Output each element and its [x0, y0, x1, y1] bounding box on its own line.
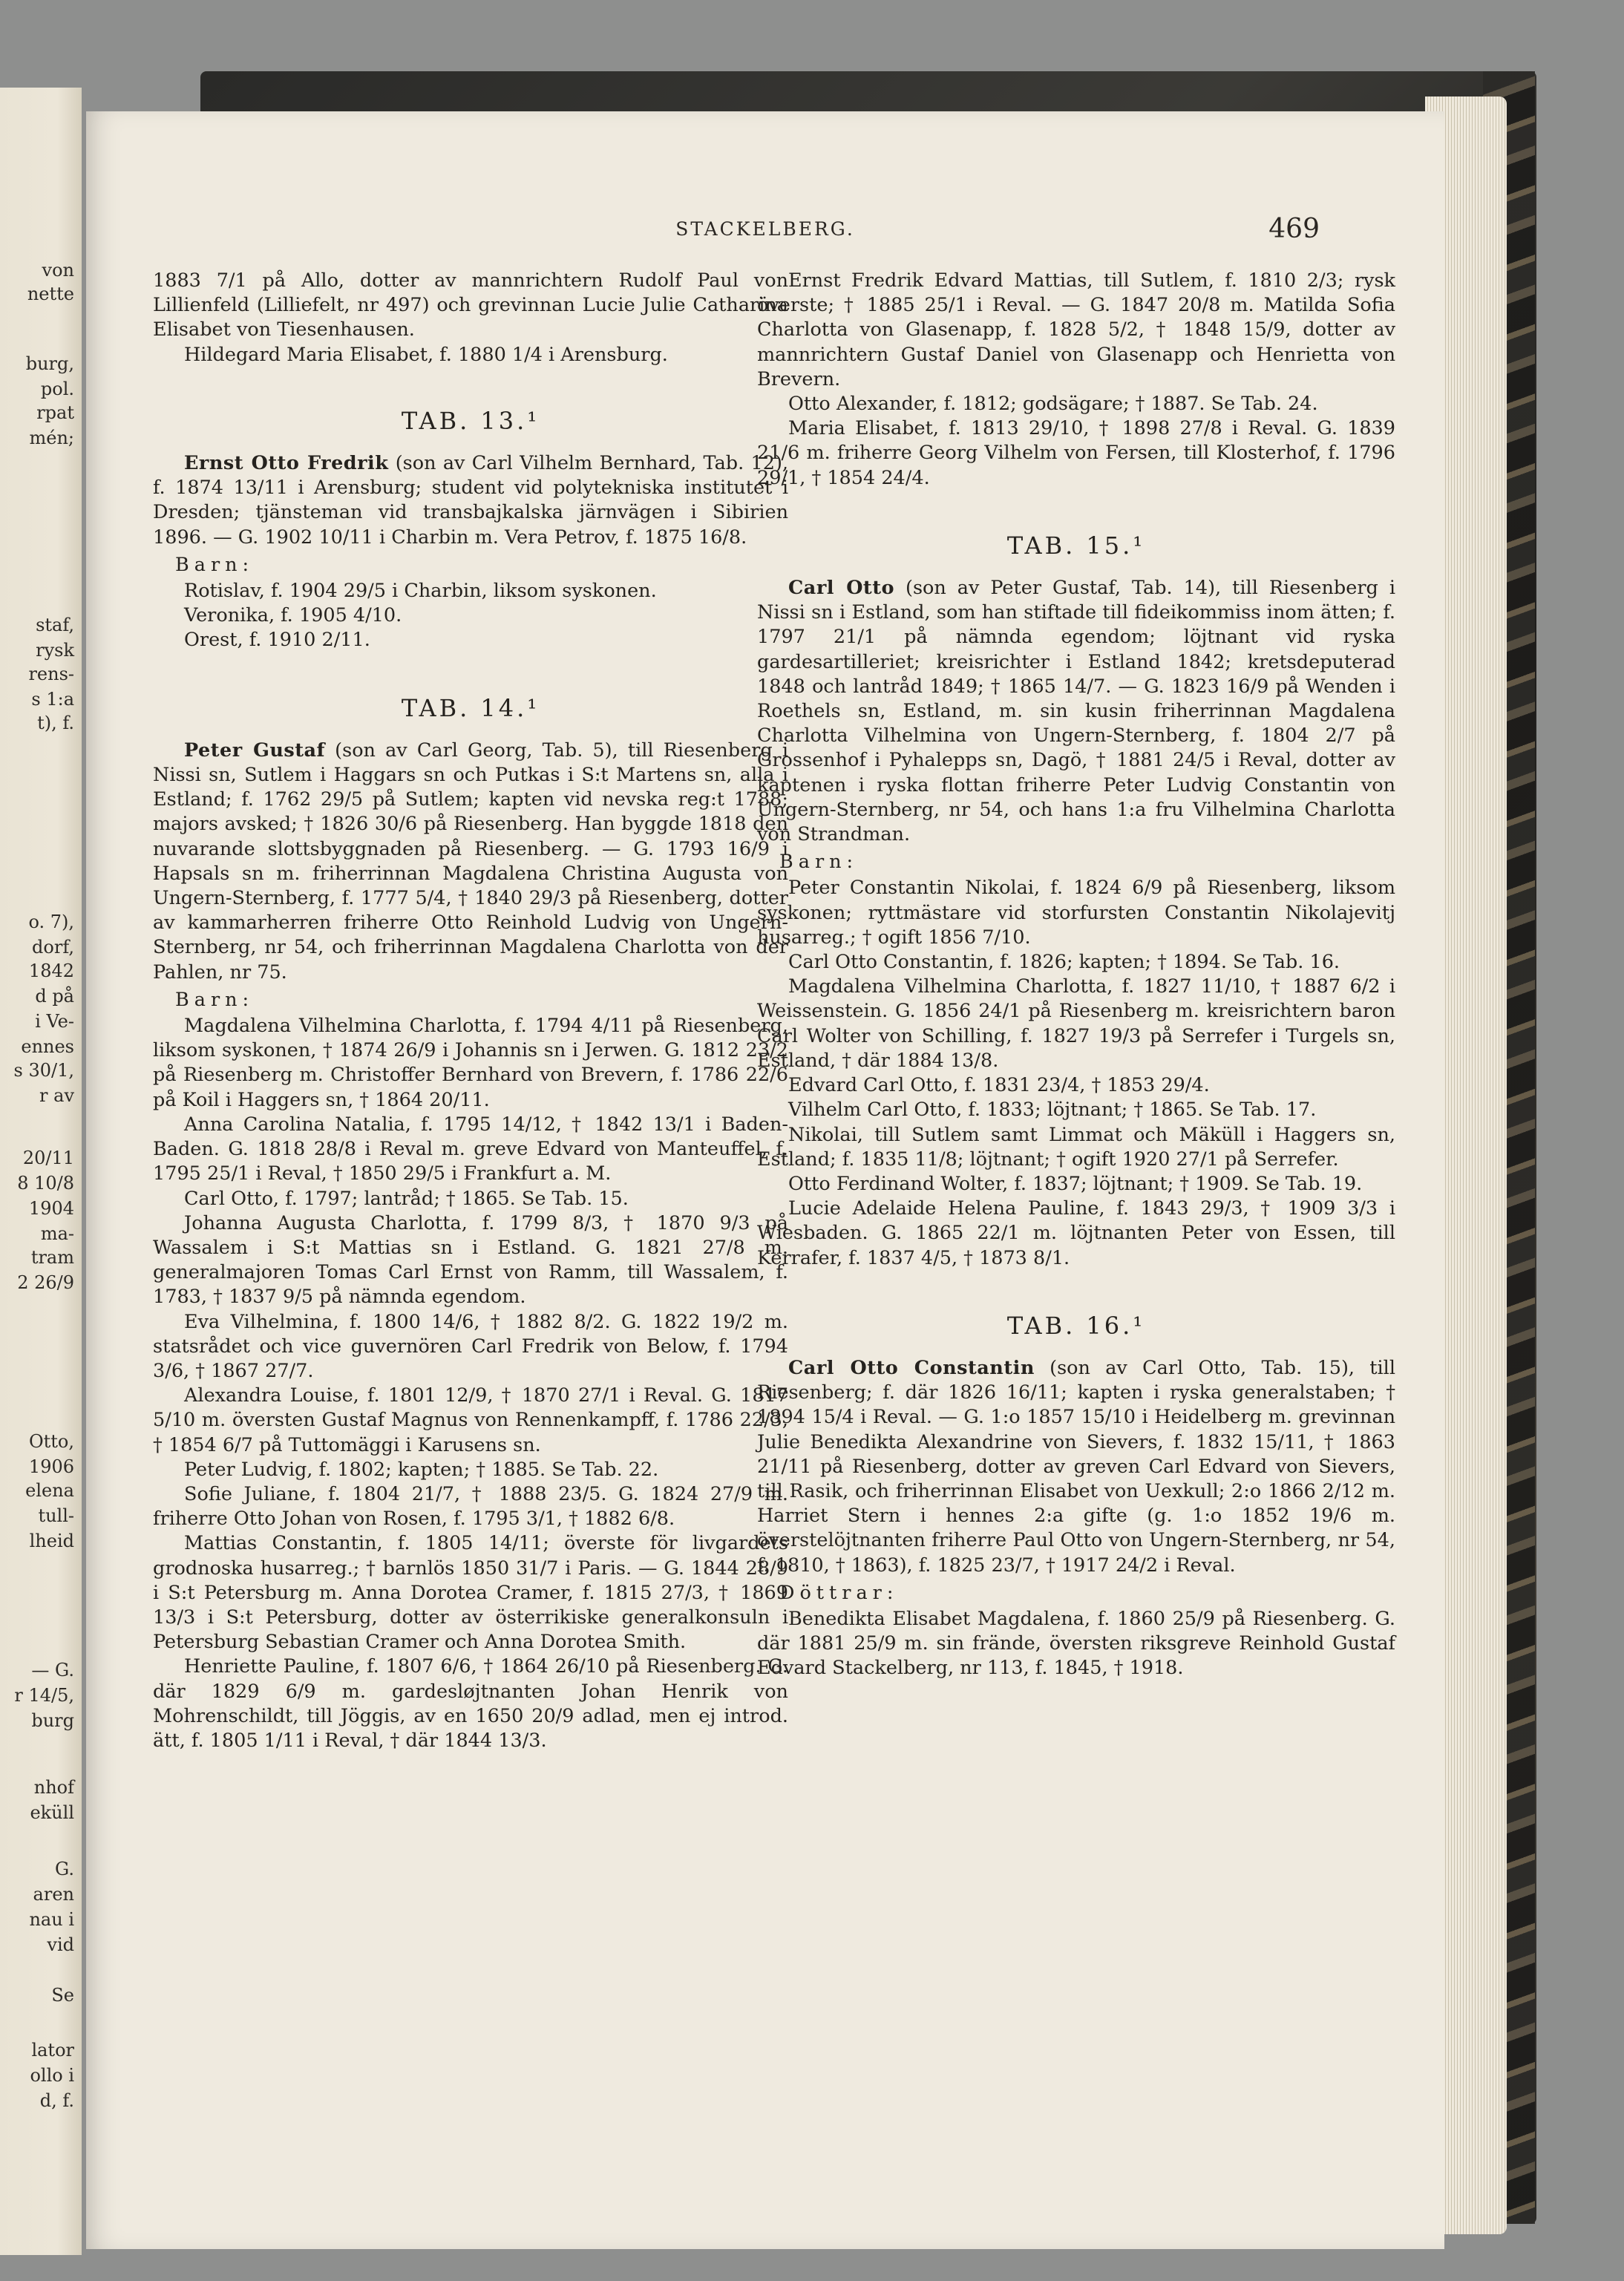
book-page — [86, 111, 1444, 2249]
prev-page-text: lheid — [29, 1531, 74, 1551]
children-label: Barn: — [175, 553, 255, 576]
prev-page-text: r av — [39, 1085, 74, 1106]
child-entry: Eva Vilhelmina, f. 1800 14/6, † 1882 8/2. G. 1822 19/2 m. statsrådet och vice guvernören Carl Fredrik von Below, f. 1794 3/6, † 1867 27/7. — [153, 1310, 788, 1382]
child-entry: Peter Constantin Nikolai, f. 1824 6/9 på Riesenberg, liksom syskonen; ryttmästare vid storfursten Constantin Nikolajevitj husarreg.; † ogift 1856 7/10. — [757, 877, 1395, 949]
child-entry: Orest, f. 1910 2/11. — [184, 629, 370, 652]
lead-name: Carl Otto Constantin — [788, 1356, 1035, 1379]
prev-page-text: lator — [31, 2040, 74, 2061]
prev-page-text: rysk — [36, 640, 74, 661]
prev-page-text: elena — [25, 1480, 74, 1501]
prev-page-text: Se — [51, 1985, 74, 2006]
prev-page-text: 1906 — [28, 1456, 74, 1477]
entry-text: Maria Elisabet, f. 1813 29/10, † 1898 27/8 i Reval. G. 1839 21/6 m. friherre Georg Vilhelm von Fersen, till Klosterhof, f. 1796 29/1, † 1854 24/4. — [757, 417, 1395, 489]
lead-text: (son av Carl Vilhelm Bernhard, Tab. 12), f. 1874 13/11 i Arensburg; student vid polytekniska institutet i Dresden; tjänsteman vid transbajkalska järnvägen i Sibirien 1896. — G. 1902 10/11 i Charbin m. Vera Petrov, f. 1875 16/8. — [153, 452, 789, 549]
lead-name: Carl Otto — [788, 577, 894, 600]
prev-page-text: nhof — [33, 1777, 74, 1798]
lead-text: (son av Carl Georg, Tab. 5), till Riesenberg i Nissi sn, Sutlem i Haggars sn och Putkas i S:t Martens sn, alla i Estland; f. 1762 29/5 på Sutlem; kapten vid nevska reg:t 1788; majors avsked; † 1826 30/6 på Riesenberg. Han byggde 1818 den nuvarande slottsbyggnaden på Riesenberg. — G. 1793 16/9 i Hapsals sn m. friherrinnan Magdalena Christina Augusta von Ungern-Sternberg, f. 1777 5/4, † 1840 29/3 på Riesenberg, dotter av kammarherren friherre Otto Reinhold Ludvig von Ungern-Sternberg, nr 54, och friherrinnan Magdalena Charlotta von der Pahlen, nr 75. — [153, 739, 788, 984]
prev-page-text: s 1:a — [31, 689, 74, 710]
prev-page-text: tram — [30, 1247, 74, 1268]
prev-page-text: tull- — [38, 1505, 74, 1526]
child-entry: Rotislav, f. 1904 29/5 i Charbin, liksom syskonen. — [184, 580, 657, 603]
lead-entry — [153, 739, 788, 985]
child-entry: Magdalena Vilhelmina Charlotta, f. 1827 11/10, † 1887 6/2 i Weissenstein. G. 1856 24/1 på Riesenberg m. kreisrichtern baron Carl Wolter von Schilling, f. 1827 19/3 på Serrefer i Turgels sn, Estland, † där 1884 13/8. — [757, 975, 1395, 1072]
prev-page-text: ma- — [40, 1223, 74, 1244]
previous-page-fragment — [0, 88, 82, 2255]
left-column — [153, 269, 788, 1753]
prev-page-text: o. 7), — [28, 912, 74, 932]
prev-page-text: G. — [55, 1859, 74, 1879]
child-entry: Carl Otto Constantin, f. 1826; kapten; † 1894. Se Tab. 16. — [788, 951, 1340, 974]
prev-page-text: aren — [33, 1884, 74, 1905]
prev-page-text: d, f. — [39, 2090, 74, 2111]
lead-name: Ernst Otto Fredrik — [184, 452, 389, 475]
prev-page-text: staf, — [36, 615, 74, 635]
child-entry: Benedikta Elisabet Magdalena, f. 1860 25/9 på Riesenberg. G. där 1881 25/9 m. sin frände, översten riksgreve Reinhold Gustaf Edvard Stackelberg, nr 113, f. 1845, † 1918. — [757, 1607, 1395, 1680]
prev-page-text: — G. — [31, 1660, 74, 1681]
lead-entry — [757, 1356, 1395, 1578]
table-heading: TAB. 13.¹ — [401, 406, 540, 435]
prev-page-text: Otto, — [28, 1431, 74, 1452]
child-entry: Vilhelm Carl Otto, f. 1833; löjtnant; † 1865. Se Tab. 17. — [788, 1099, 1317, 1122]
prev-page-text: 1904 — [28, 1198, 74, 1219]
child-entry: Lucie Adelaide Helena Pauline, f. 1843 29/3, † 1909 3/3 i Wiesbaden. G. 1865 22/1 m. löjtnanten Peter von Essen, till Kerrafer, f. 1837 4/5, † 1873 8/1. — [757, 1197, 1395, 1269]
prev-page-text: 1842 — [28, 960, 74, 981]
prev-page-text: 8 10/8 — [17, 1173, 74, 1194]
entry-text: Ernst Fredrik Edvard Mattias, till Sutlem, f. 1810 2/3; rysk överste; † 1885 25/1 i Reval. — G. 1847 20/8 m. Matilda Sofia Charlotta von Glasenapp, f. 1828 5/2, † 1848 15/9, dotter av mannrichtern Gustaf Daniel von Glasenapp och Henrietta von Brevern. — [757, 269, 1395, 390]
prev-page-text: t), f. — [37, 713, 74, 733]
entry-text: Hildegard Maria Elisabet, f. 1880 1/4 i Arensburg. — [184, 343, 668, 366]
prev-page-text: mén; — [29, 428, 74, 448]
entry-text: 1883 7/1 på Allo, dotter av mannrichtern Rudolf Paul von Lillienfeld (Lilliefelt, nr 497) och grevinnan Lucie Julie Catharina Elisabet von Tiesenhausen. — [153, 269, 788, 341]
prev-page-text: burg — [31, 1710, 74, 1731]
prev-page-text: ennes — [21, 1036, 74, 1057]
prev-page-text: eküll — [30, 1802, 74, 1823]
page-number: 469 — [1268, 214, 1320, 244]
table-heading: TAB. 16.¹ — [1006, 1311, 1146, 1340]
lead-text: (son av Carl Otto, Tab. 15), till Riesenberg; f. där 1826 16/11; kapten i ryska generalstaben; † 1894 15/4 i Reval. — G. 1:o 1857 15/10 i Heidelberg m. grevinnan Julie Benedikta Alexandrine von Sievers, f. 1832 15/11, † 1863 21/11 på Riesenberg, dotter av greven Carl Edvard von Sievers, till Rasik, och friherrinnan Elisabet von Uexkull; 2:o 1866 2/12 m. Harriet Stern i hennes 2:a gifte (g. 1:o 1852 19/6 m. överstelöjtnanten friherre Paul Otto von Ungern-Sternberg, nr 54, f. 1810, † 1863), f. 1825 23/7, † 1917 24/2 i Reval. — [757, 1356, 1395, 1577]
lead-name: Peter Gustaf — [184, 739, 326, 762]
prev-page-text: ollo i — [30, 2065, 74, 2086]
child-entry: Sofie Juliane, f. 1804 21/7, † 1888 23/5. G. 1824 27/9 m. friherre Otto Johan von Rosen, f. 1795 3/1, † 1882 6/8. — [153, 1482, 788, 1531]
prev-page-text: vid — [47, 1934, 74, 1955]
child-entry: Carl Otto, f. 1797; lantråd; † 1865. Se Tab. 15. — [184, 1187, 629, 1210]
prev-page-text: nau i — [29, 1909, 74, 1930]
prev-page-text: 2 26/9 — [17, 1272, 74, 1293]
lead-entry — [153, 451, 788, 550]
prev-page-text: burg, — [25, 353, 74, 374]
prev-page-text: nette — [27, 284, 74, 304]
prev-page-text: rens- — [28, 664, 74, 684]
prev-page-text: pol. — [40, 379, 74, 399]
table-heading: TAB. 15.¹ — [1006, 531, 1146, 560]
prev-page-text: i Ve- — [35, 1011, 74, 1032]
table-heading: TAB. 14.¹ — [401, 693, 540, 722]
prev-page-text: 20/11 — [22, 1148, 74, 1168]
child-entry: Peter Ludvig, f. 1802; kapten; † 1885. Se Tab. 22. — [184, 1458, 659, 1481]
prev-page-text: s 30/1, — [13, 1060, 74, 1081]
child-entry: Mattias Constantin, f. 1805 14/11; överste för livgardets grodnoska husarreg.; † barnlös 1850 31/7 i Paris. — G. 1844 28/9 i S:t Petersburg m. Anna Dorotea Cramer, f. 1815 27/3, † 1869 13/3 i S:t Petersburg, dotter av österrikiske generalkonsuln i Petersburg Sebastian Cramer och Anna Dorotea Smith. — [153, 1532, 788, 1654]
right-column — [757, 269, 1395, 1681]
child-entry: Nikolai, till Sutlem samt Limmat och Mäküll i Haggers sn, Estland; f. 1835 11/8; löjtnant; † ogift 1920 27/1 på Serrefer. — [757, 1123, 1395, 1171]
child-entry: Magdalena Vilhelmina Charlotta, f. 1794 4/11 på Riesenberg, liksom syskonen, † 1874 26/9 i Johannis sn i Jerwen. G. 1812 23/2 på Riesenberg m. Christoffer Bernhard von Brevern, f. 1786 22/6 på Koil i Haggers sn, † 1864 20/11. — [153, 1015, 788, 1111]
children-label: Barn: — [175, 988, 255, 1011]
child-entry: Veronika, f. 1905 4/10. — [184, 604, 402, 627]
child-entry: Henriette Pauline, f. 1807 6/6, † 1864 26/10 på Riesenberg. G. där 1829 6/9 m. gardesløjtnanten Johan Henrik von Mohrenschildt, till Jöggis, av en 1650 20/9 adlad, men ej introd. ätt, f. 1805 1/11 i Reval, † där 1844 13/3. — [153, 1655, 788, 1752]
children-label: Barn: — [779, 851, 859, 874]
children-label: Döttrar: — [779, 1581, 899, 1604]
lead-text: (son av Peter Gustaf, Tab. 14), till Riesenberg i Nissi sn i Estland, som han stiftade till fideikommiss inom ätten; f. 1797 21/1 på nämnda egendom; löjtnant vid ryska gardesartilleriet; kreisrichter i Estland 1842; kretsdeputerad 1848 och lantråd 1849; † 1865 14/7. — G. 1823 16/9 på Wenden i Roethels sn, Estland, m. sin kusin friherrinnan Magdalena Charlotta Vilhelmina von Ungern-Sternberg, f. 1804 2/7 på Grossenhof i Pyhalepps sn, Dagö, † 1881 24/5 i Reval, dotter av kaptenen i ryska flottan friherre Peter Ludvig Constantin von Ungern-Sternberg, nr 54, och hans 1:a fru Vilhelmina Charlotta von Strandman. — [757, 577, 1395, 846]
prev-page-text: von — [42, 260, 74, 281]
child-entry: Otto Ferdinand Wolter, f. 1837; löjtnant; † 1909. Se Tab. 19. — [788, 1172, 1363, 1195]
prev-page-text: rpat — [36, 402, 74, 423]
prev-page-text: dorf, — [32, 937, 74, 958]
entry-text: Otto Alexander, f. 1812; godsägare; † 1887. Se Tab. 24. — [788, 393, 1318, 416]
child-entry: Edvard Carl Otto, f. 1831 23/4, † 1853 29/4. — [788, 1074, 1210, 1097]
running-head: STACKELBERG. — [675, 218, 855, 240]
prev-page-text: r 14/5, — [14, 1685, 74, 1706]
child-entry: Johanna Augusta Charlotta, f. 1799 8/3, † 1870 9/3 på Wassalem i S:t Mattias sn i Estland. G. 1821 27/8 m. generalmajoren Tomas Carl Ernst von Ramm, till Wassalem, f. 1783, † 1837 9/5 på nämnda egendom. — [153, 1211, 788, 1309]
child-entry: Anna Carolina Natalia, f. 1795 14/12, † 1842 13/1 i Baden-Baden. G. 1818 28/8 i Reval m. greve Edvard von Manteuffel, f. 1795 25/1 i Reval, † 1850 29/5 i Frankfurt a. M. — [153, 1113, 788, 1185]
child-entry: Alexandra Louise, f. 1801 12/9, † 1870 27/1 i Reval. G. 1817 5/10 m. översten Gustaf Magnus von Rennenkampff, f. 1786 22/3, † 1854 6/7 på Tuttomäggi i Karusens sn. — [153, 1384, 788, 1456]
prev-page-text: d på — [35, 986, 74, 1007]
lead-entry — [757, 576, 1395, 847]
